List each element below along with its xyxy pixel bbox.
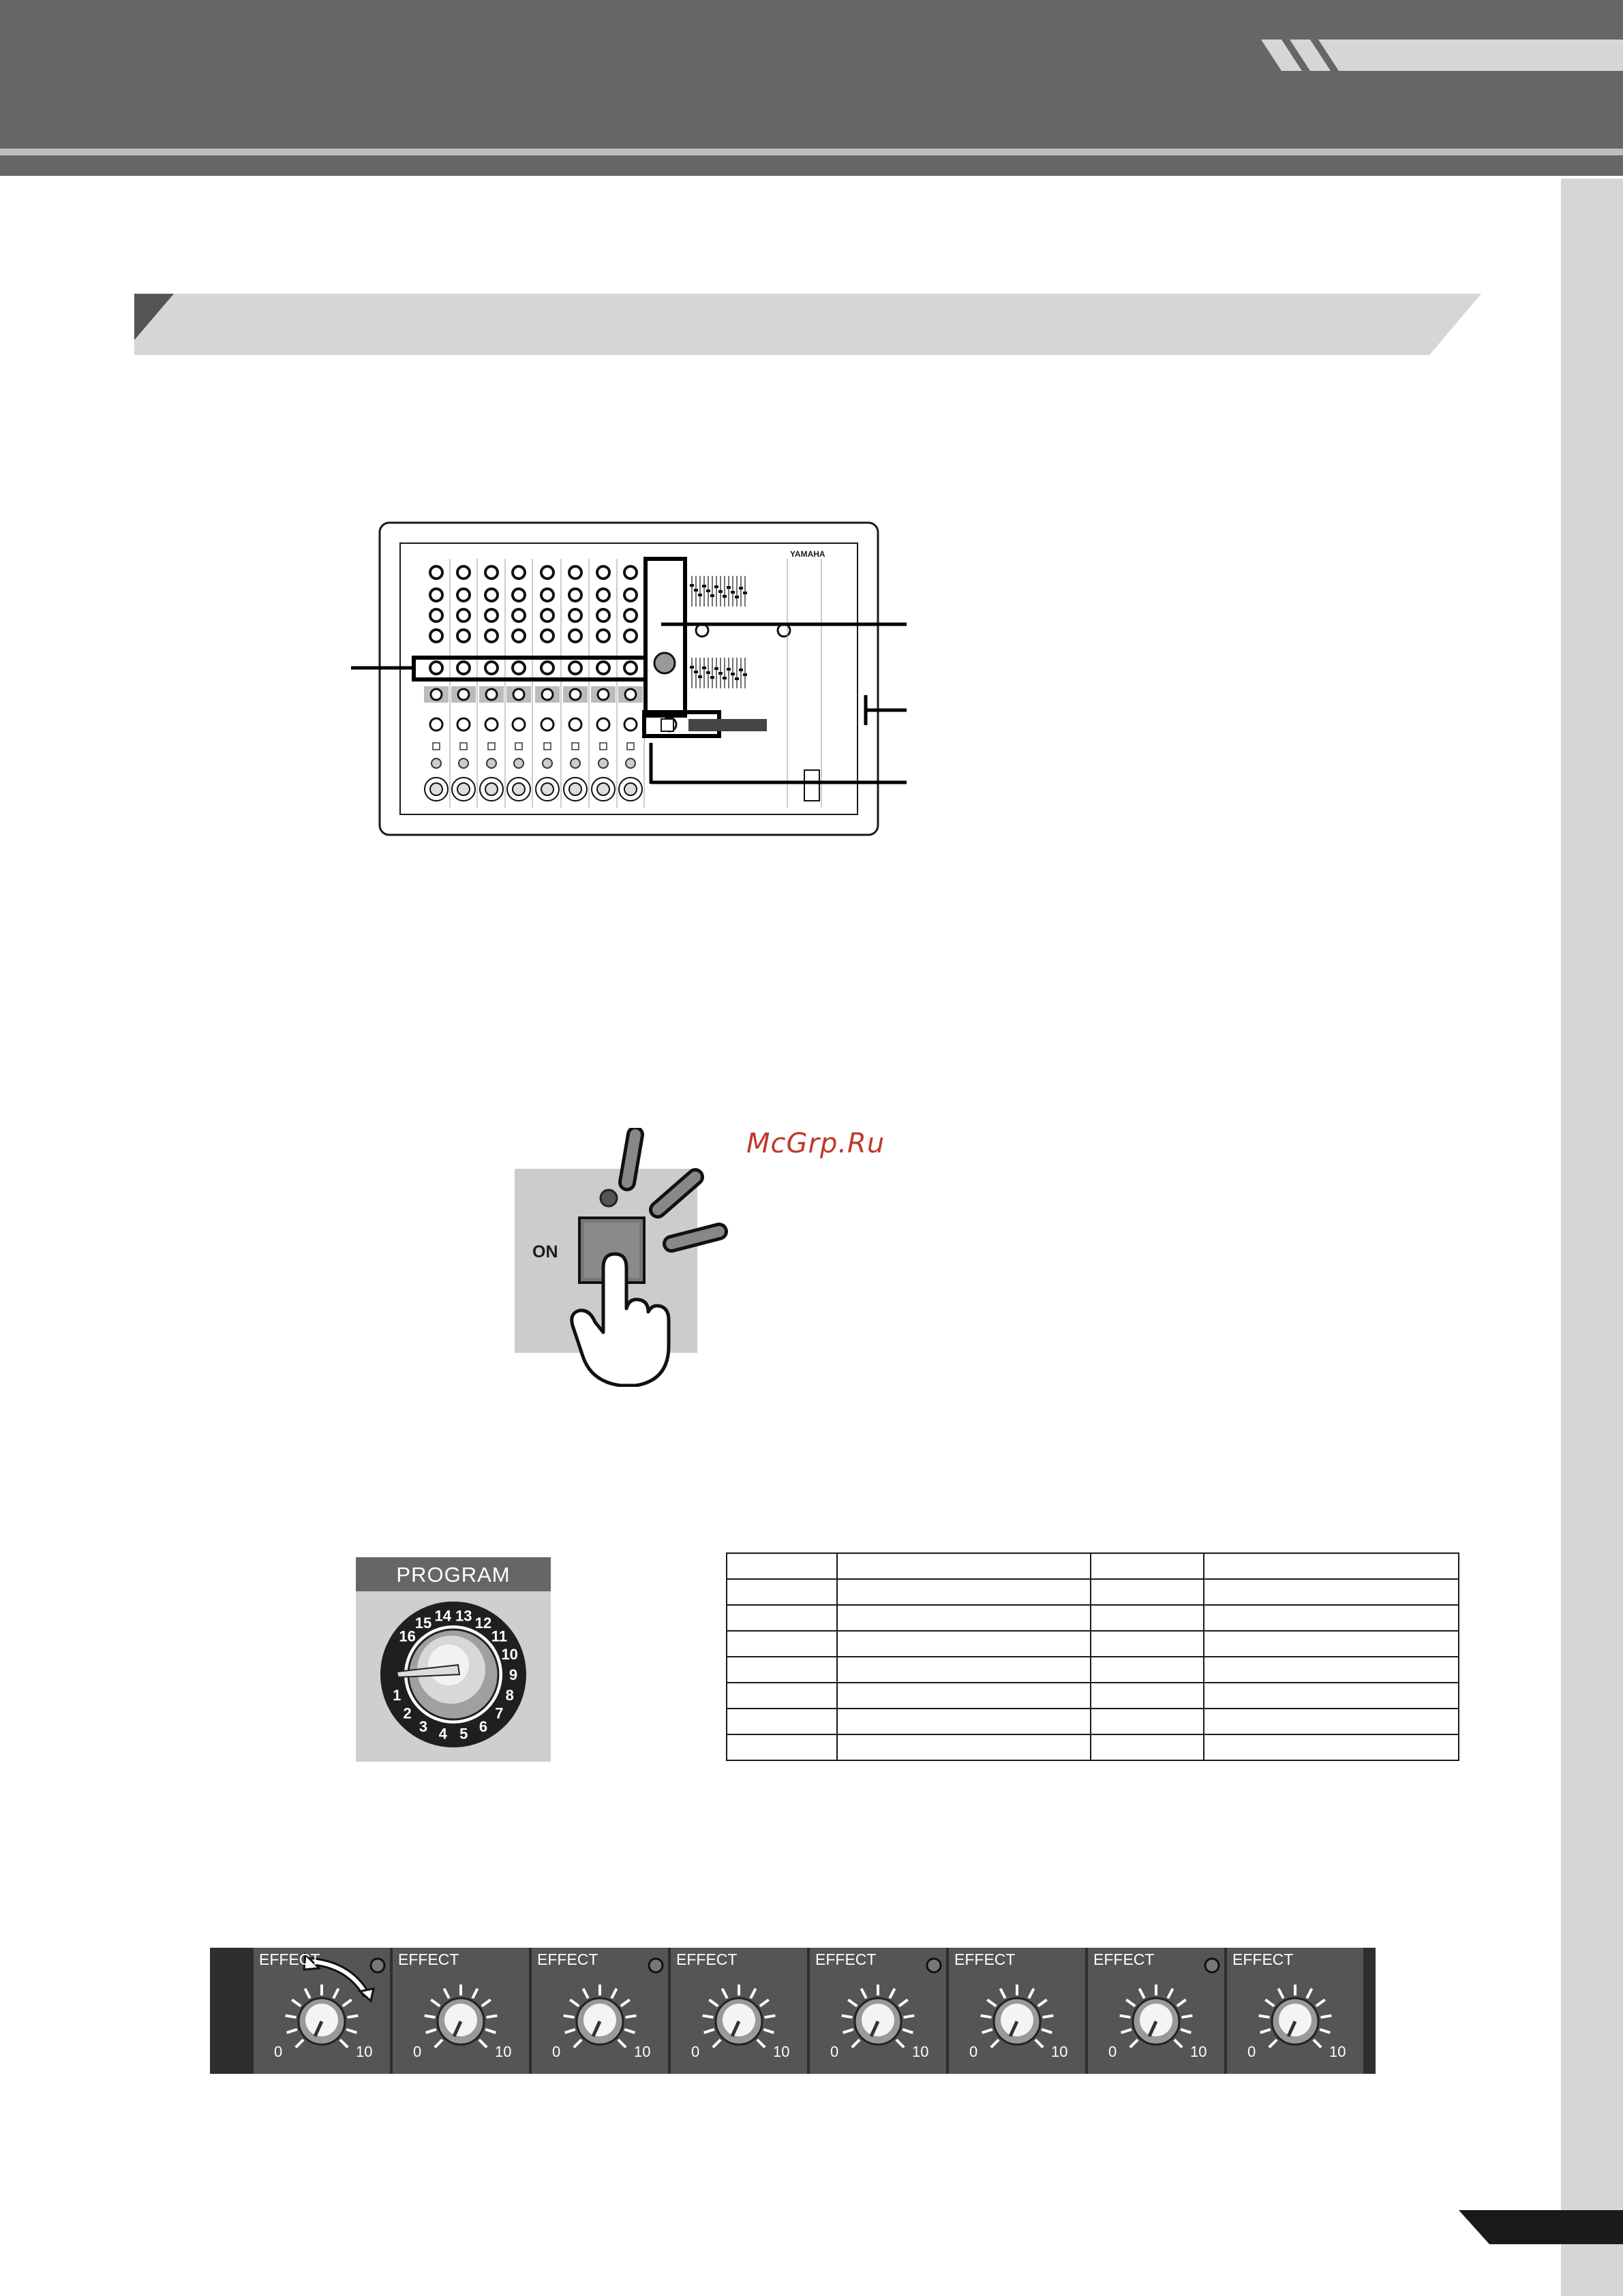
table-cell (1091, 1683, 1204, 1709)
table-cell (727, 1605, 837, 1631)
table-cell (1204, 1709, 1459, 1734)
effect-knob-label: EFFECT (815, 1950, 877, 1968)
effect-knob-label: EFFECT (954, 1950, 1016, 1968)
effect-on-button-figure (515, 1128, 740, 1387)
page-number-tab (1459, 2210, 1623, 2244)
effect-max-label: 10 (1051, 2043, 1068, 2060)
effect-knob-label: EFFECT (398, 1950, 459, 1968)
program-position-label: 10 (501, 1645, 518, 1663)
program-dial (356, 1591, 551, 1762)
program-position-label: 13 (455, 1607, 472, 1625)
program-position-label: 12 (474, 1614, 492, 1632)
table-row (727, 1657, 1459, 1683)
table-cell (727, 1553, 837, 1579)
program-dial-panel (356, 1557, 551, 1762)
program-position-label: 2 (403, 1704, 412, 1722)
table-cell (1204, 1553, 1459, 1579)
effect-min-label: 0 (691, 2043, 700, 2060)
program-position-label: 9 (509, 1666, 518, 1683)
effect-max-label: 10 (1329, 2043, 1346, 2060)
table-cell (1204, 1631, 1459, 1657)
program-table (726, 1552, 1459, 1761)
table-row (727, 1631, 1459, 1657)
table-cell (837, 1734, 1091, 1760)
table-cell (837, 1709, 1091, 1734)
effect-knob-label: EFFECT (1232, 1950, 1294, 1968)
table-cell (1091, 1605, 1204, 1631)
table-cell (837, 1631, 1091, 1657)
program-title: PROGRAM (356, 1557, 551, 1591)
table-cell (1091, 1631, 1204, 1657)
effect-min-label: 0 (830, 2043, 839, 2060)
channel-effect-knob-strip (210, 1948, 1376, 2074)
table-cell (727, 1734, 837, 1760)
program-position-label: 3 (419, 1718, 428, 1736)
page-header-band (0, 0, 1623, 149)
effect-min-label: 0 (1247, 2043, 1256, 2060)
table-cell (837, 1683, 1091, 1709)
table-cell (1091, 1553, 1204, 1579)
table-cell (1091, 1709, 1204, 1734)
table-cell (727, 1579, 837, 1605)
program-position-label: 15 (414, 1614, 432, 1632)
table-cell (1204, 1734, 1459, 1760)
effect-knob-label: EFFECT (676, 1950, 738, 1968)
effect-max-label: 10 (634, 2043, 651, 2060)
effect-knob-label: EFFECT (1093, 1950, 1155, 1968)
effect-knob-label: EFFECT (259, 1950, 320, 1968)
program-position-label: 4 (438, 1725, 447, 1743)
effect-max-label: 10 (912, 2043, 929, 2060)
table-row (727, 1553, 1459, 1579)
header-divider-line (0, 149, 1623, 155)
header-lower-band (0, 155, 1623, 176)
table-cell (1204, 1605, 1459, 1631)
table-cell (1204, 1683, 1459, 1709)
watermark-text: McGrp.Ru (746, 1128, 885, 1159)
effect-max-label: 10 (356, 2043, 373, 2060)
table-row (727, 1683, 1459, 1709)
table-cell (1204, 1657, 1459, 1683)
table-row (727, 1605, 1459, 1631)
table-row (727, 1734, 1459, 1760)
table-row (727, 1709, 1459, 1734)
effect-min-label: 0 (969, 2043, 978, 2060)
program-position-label: 8 (505, 1687, 514, 1704)
effect-min-label: 0 (1108, 2043, 1117, 2060)
table-cell (727, 1683, 837, 1709)
effect-max-label: 10 (773, 2043, 790, 2060)
table-cell (837, 1657, 1091, 1683)
callout-lines (351, 613, 910, 791)
table-cell (1091, 1657, 1204, 1683)
effect-max-label: 10 (1190, 2043, 1207, 2060)
table-cell (727, 1657, 837, 1683)
table-cell (1091, 1579, 1204, 1605)
effect-min-label: 0 (274, 2043, 283, 2060)
program-position-label: 16 (399, 1627, 416, 1645)
effect-knob-label: EFFECT (537, 1950, 598, 1968)
effect-max-label: 10 (495, 2043, 512, 2060)
program-position-label: 7 (495, 1704, 504, 1722)
table-cell (727, 1709, 837, 1734)
program-position-label: 14 (434, 1607, 451, 1625)
table-cell (837, 1605, 1091, 1631)
header-stripes (1261, 40, 1623, 71)
table-cell (837, 1553, 1091, 1579)
right-margin-bar (1561, 179, 1623, 2296)
table-cell (1091, 1734, 1204, 1760)
effect-min-label: 0 (413, 2043, 422, 2060)
program-position-label: 5 (459, 1725, 468, 1743)
section-banner (134, 294, 1481, 355)
table-cell (837, 1579, 1091, 1605)
table-cell (727, 1631, 837, 1657)
program-position-label: 1 (393, 1687, 401, 1704)
table-cell (1204, 1579, 1459, 1605)
yamaha-brand: YAMAHA (790, 549, 825, 559)
table-row (727, 1579, 1459, 1605)
effect-min-label: 0 (552, 2043, 561, 2060)
on-label: ON (532, 1242, 558, 1261)
program-position-label: 11 (491, 1627, 508, 1645)
program-position-label: 6 (479, 1718, 488, 1736)
